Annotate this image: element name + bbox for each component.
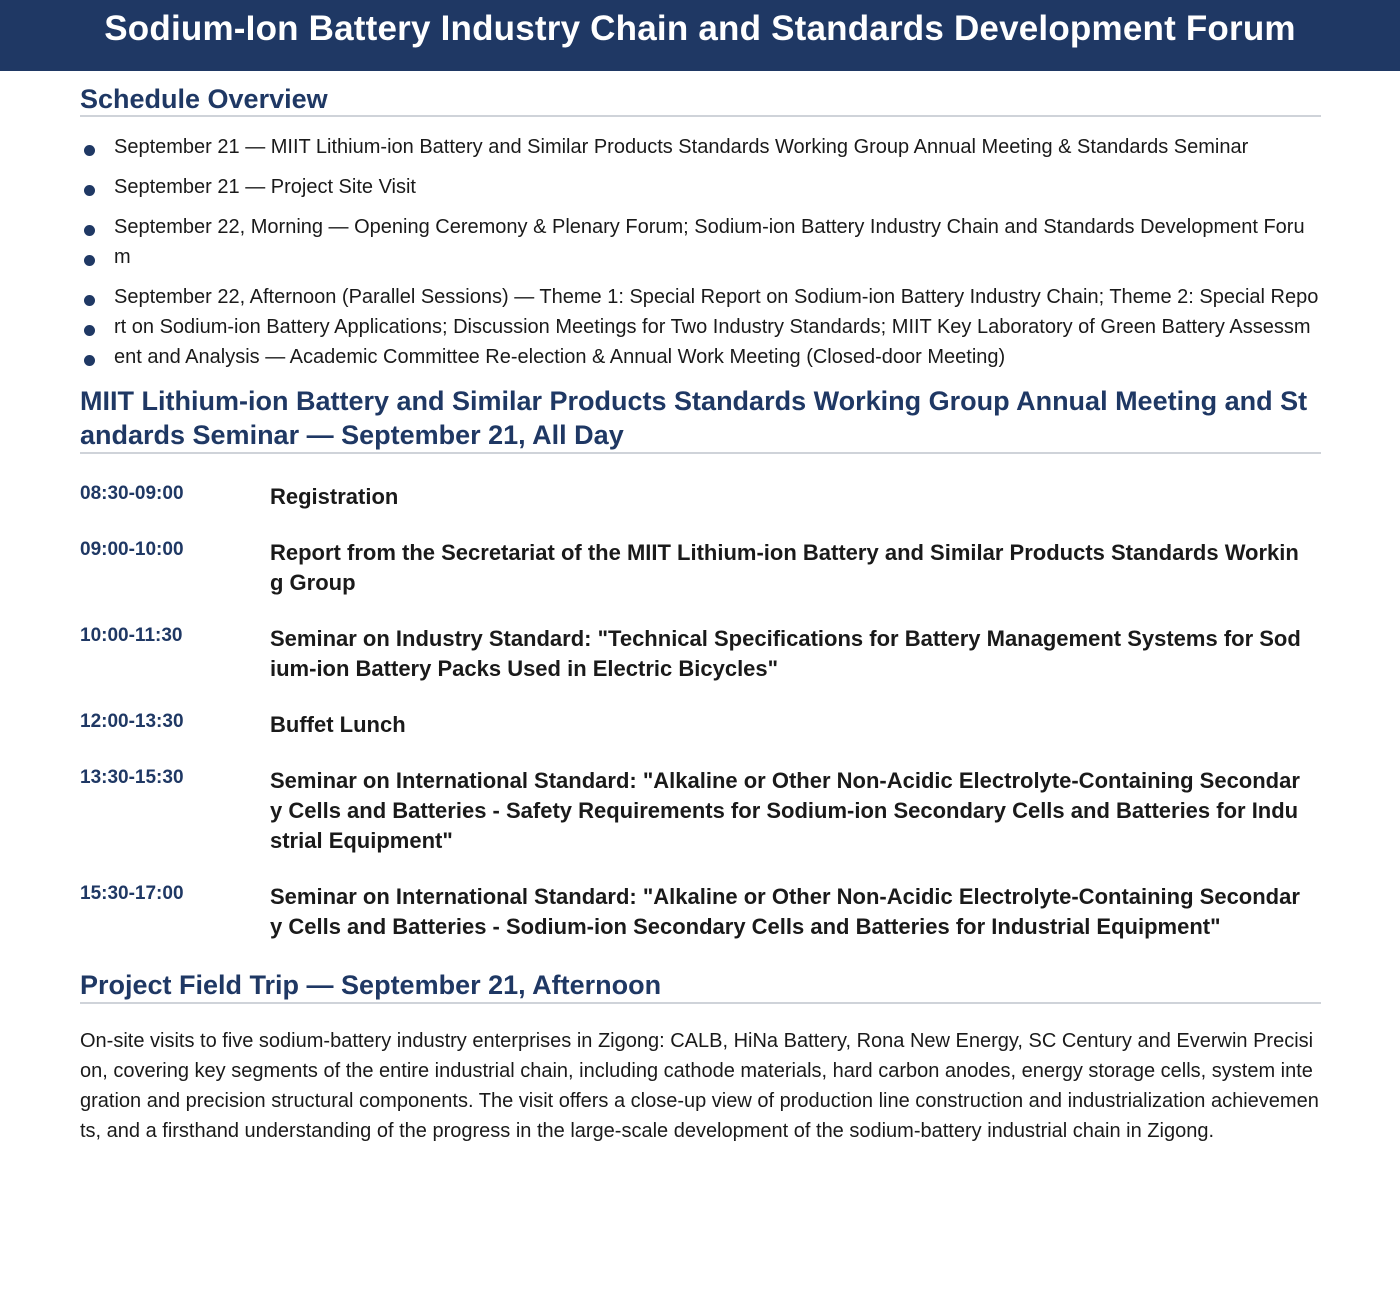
schedule-overview-title: Schedule Overview <box>80 84 1321 117</box>
agenda-list <box>80 482 1321 942</box>
overview-item <box>80 172 1321 202</box>
agenda-time: 08:30-09:00 <box>80 483 184 504</box>
bullet-dot-icon <box>84 325 95 336</box>
agenda-item: Seminar on International Standard: "Alkaline or Other Non-Acidic Electrolyte-Containing Secondary Cells and Batteries - Sodium-ion Secondary Cells and Batteries for Industrial Equipment" <box>270 884 1300 939</box>
agenda-row <box>80 482 1321 512</box>
overview-item-text: September 22, Morning — Opening Ceremony & Plenary Forum; Sodium-ion Battery Industry Chain and Standards Development Forum <box>114 216 1305 268</box>
agenda-item: Report from the Secretariat of the MIIT Lithium-ion Battery and Similar Products Standards Working Group <box>270 540 1299 595</box>
agenda-row <box>80 766 1321 856</box>
field-trip-description: On-site visits to five sodium-battery industry enterprises in Zigong: CALB, HiNa Battery, Rona New Energy, SC Century and Everwin Precision, covering key segments of the entire industrial chain, including cathode materials, hard carbon anodes, energy storage cells, system integration and precision structural components. The visit offers a close-up view of production line construction and industrialization achievements, and a firsthand understanding of the progress in the large-scale development of the sodium-battery industrial chain in Zigong. <box>80 1030 1319 1142</box>
bullet-dot-icon <box>84 185 95 196</box>
agenda-item: Registration <box>270 484 399 509</box>
bullet-dot-icon <box>84 295 95 306</box>
agenda-row <box>80 538 1321 598</box>
agenda-item: Seminar on International Standard: "Alkaline or Other Non-Acidic Electrolyte-Containing Secondary Cells and Batteries - Safety Requirements for Sodium-ion Secondary Cells and Batteries for Industrial Equipment" <box>270 768 1300 853</box>
overview-item <box>80 132 1321 162</box>
overview-item <box>80 212 1321 272</box>
agenda-item: Buffet Lunch <box>270 712 406 737</box>
bullet-dot-icon <box>84 255 95 266</box>
overview-item-text: September 21 — Project Site Visit <box>114 176 416 198</box>
main-content <box>80 71 1321 1146</box>
agenda-row <box>80 624 1321 684</box>
overview-item-text: September 21 — MIIT Lithium-ion Battery and Similar Products Standards Working Group Annual Meeting & Standards Seminar <box>114 136 1249 158</box>
page-header <box>0 0 1400 71</box>
agenda-time: 10:00-11:30 <box>80 625 183 646</box>
overview-item <box>80 282 1321 372</box>
page-title: Sodium-Ion Battery Industry Chain and Standards Development Forum <box>104 9 1296 48</box>
working-group-meeting-title: MIIT Lithium-ion Battery and Similar Products Standards Working Group Annual Meeting and Standards Seminar — September 21, All Day <box>80 384 1321 454</box>
agenda-time: 15:30-17:00 <box>80 883 184 904</box>
agenda-row <box>80 710 1321 740</box>
field-trip-title: Project Field Trip — September 21, Afternoon <box>80 968 1321 1004</box>
schedule-overview-list <box>80 132 1321 372</box>
agenda-time: 09:00-10:00 <box>80 539 184 560</box>
bullet-dot-icon <box>84 225 95 236</box>
overview-item-text: September 22, Afternoon (Parallel Sessions) — Theme 1: Special Report on Sodium-ion Battery Industry Chain; Theme 2: Special Report on Sodium-ion Battery Applications; Discussion Meetings for Two Industry Standards; MIIT Key Laboratory of Green Battery Assessment and Analysis — Academic Committee Re-election & Annual Work Meeting (Closed-door Meeting) <box>114 286 1319 368</box>
bullet-dot-icon <box>84 355 95 366</box>
agenda-time: 13:30-15:30 <box>80 767 184 788</box>
agenda-row <box>80 882 1321 942</box>
agenda-time: 12:00-13:30 <box>80 711 184 732</box>
agenda-item: Seminar on Industry Standard: "Technical Specifications for Battery Management Systems for Sodium-ion Battery Packs Used in Electric Bicycles" <box>270 626 1301 681</box>
bullet-dot-icon <box>84 145 95 156</box>
